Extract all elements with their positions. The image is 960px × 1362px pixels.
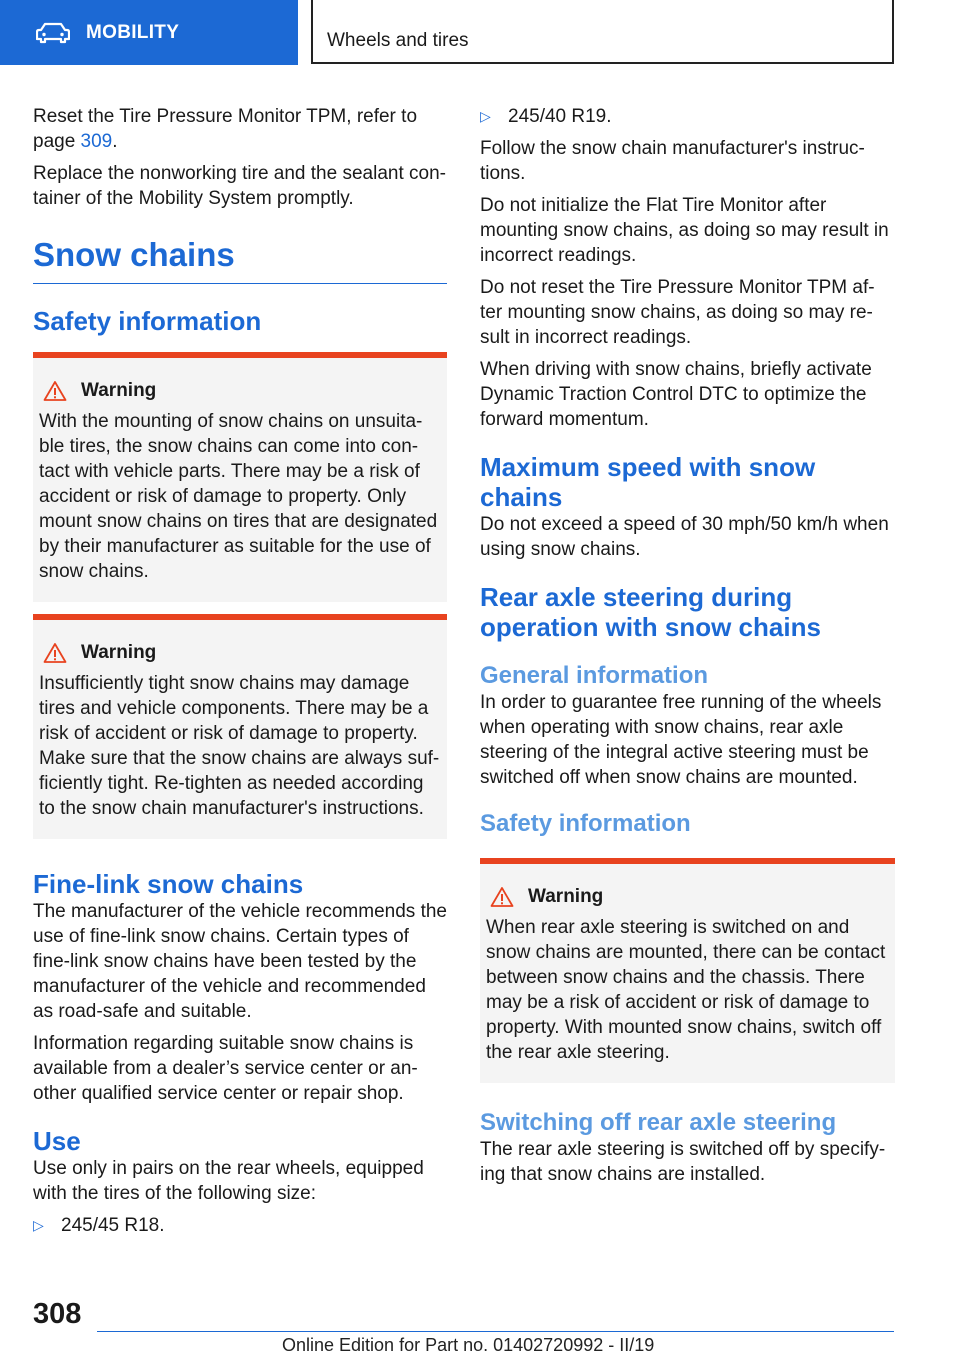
list-item: ▷ 245/40 R19.: [480, 106, 612, 127]
heading-max-speed: Maximum speed with snow chains: [480, 452, 816, 512]
warning-title: Warning: [81, 642, 157, 663]
triangle-right-icon: ▷: [33, 1217, 44, 1233]
warning-text: Insufficiently tight snow chains may damage tires and vehicle components. There may be a risk of accident or risk of damage to property. Make sure that the snow chains are always suf‐ficiently tight. Re-tighten as needed according to the snow chain manufacturer's instructions.: [39, 673, 440, 819]
heading-fine-link: Fine-link snow chains: [33, 869, 304, 899]
heading-use: Use: [33, 1126, 81, 1156]
triangle-right-icon: ▷: [480, 108, 491, 124]
chapter-header: [311, 0, 894, 64]
right-column: [480, 104, 895, 1194]
paragraph: The manufacturer of the vehicle recommends the use of fine-link snow chains. Certain types of fine-link snow chains have been tested by the manufacturer of the vehicle and recommended as road-safe and suitable.: [33, 901, 447, 1022]
heading-rear-axle: Rear axle steering during operation with snow chains: [480, 582, 821, 642]
heading-safety-information: Safety information: [480, 810, 691, 837]
heading-general-information: General information: [480, 662, 709, 689]
heading-rule: [33, 283, 447, 284]
section-tab: [0, 0, 298, 65]
paragraph: Do not initialize the Flat Tire Monitor after mounting snow chains, as doing so may result in incorrect readings.: [480, 195, 889, 266]
paragraph: Replace the nonworking tire and the sealant con‐tainer of the Mobility System promptly.: [33, 163, 446, 209]
chapter-title: Wheels and tires: [327, 30, 469, 51]
paragraph: In order to guarantee free running of the wheels when operating with snow chains, rear axle steering of the integral active steering must be switched off when snow chains are mounted.: [480, 692, 882, 788]
paragraph: When driving with snow chains, briefly activate Dynamic Traction Control DTC to optimize the forward momentum.: [480, 359, 872, 430]
warning-box: [33, 614, 447, 839]
heading-safety-information: Safety information: [33, 306, 262, 336]
car-icon: [36, 22, 70, 44]
warning-text: With the mounting of snow chains on unsuita‐ble tires, the snow chains can come into con‐tact with vehicle parts. There may be a risk of accident or risk of damage to property. Only mount snow chains on tires that are designated by their manufacturer as suitable for the use of snow chains.: [39, 411, 438, 582]
left-column: [33, 104, 447, 1238]
heading-snow-chains: Snow chains: [33, 236, 235, 273]
paragraph: Use only in pairs on the rear wheels, equipped with the tires of the following size:: [33, 1158, 424, 1204]
edition-note: Online Edition for Part no. 01402720992 - II/19: [282, 1335, 655, 1355]
page-link[interactable]: 309: [80, 131, 113, 152]
warning-box: [480, 858, 895, 1083]
warning-title: Warning: [528, 886, 604, 907]
paragraph: Follow the snow chain manufacturer's instruc‐tions.: [480, 138, 865, 184]
warning-box: [33, 352, 447, 602]
paragraph: Reset the Tire Pressure Monitor TPM, refer to page 309.: [33, 106, 418, 152]
paragraph: Do not exceed a speed of 30 mph/50 km/h when using snow chains.: [480, 514, 889, 560]
paragraph: Do not reset the Tire Pressure Monitor TPM af‐ter mounting snow chains, as doing so may re‐sult in incorrect readings.: [480, 277, 875, 348]
heading-switching-off: Switching off rear axle steering: [480, 1109, 837, 1136]
footer-rule: [97, 1331, 894, 1332]
warning-text: When rear axle steering is switched on and snow chains are mounted, there can be contact between snow chains and the chassis. There may be a risk of accident or risk of damage to property. With mounted snow chains, switch off the rear axle steering.: [486, 917, 886, 1063]
page-number: 308: [33, 1298, 82, 1330]
list-item: ▷ 245/45 R18.: [33, 1215, 165, 1236]
section-label: MOBILITY: [86, 21, 180, 43]
paragraph: Information regarding suitable snow chains is available from a dealer’s service center or an‐other qualified service center or repair shop.: [33, 1033, 418, 1104]
warning-title: Warning: [81, 380, 157, 401]
warning-triangle-icon: [43, 642, 67, 664]
warning-triangle-icon: [490, 886, 514, 908]
warning-triangle-icon: [43, 380, 67, 402]
paragraph: The rear axle steering is switched off by specify‐ing that snow chains are installed.: [480, 1139, 886, 1185]
